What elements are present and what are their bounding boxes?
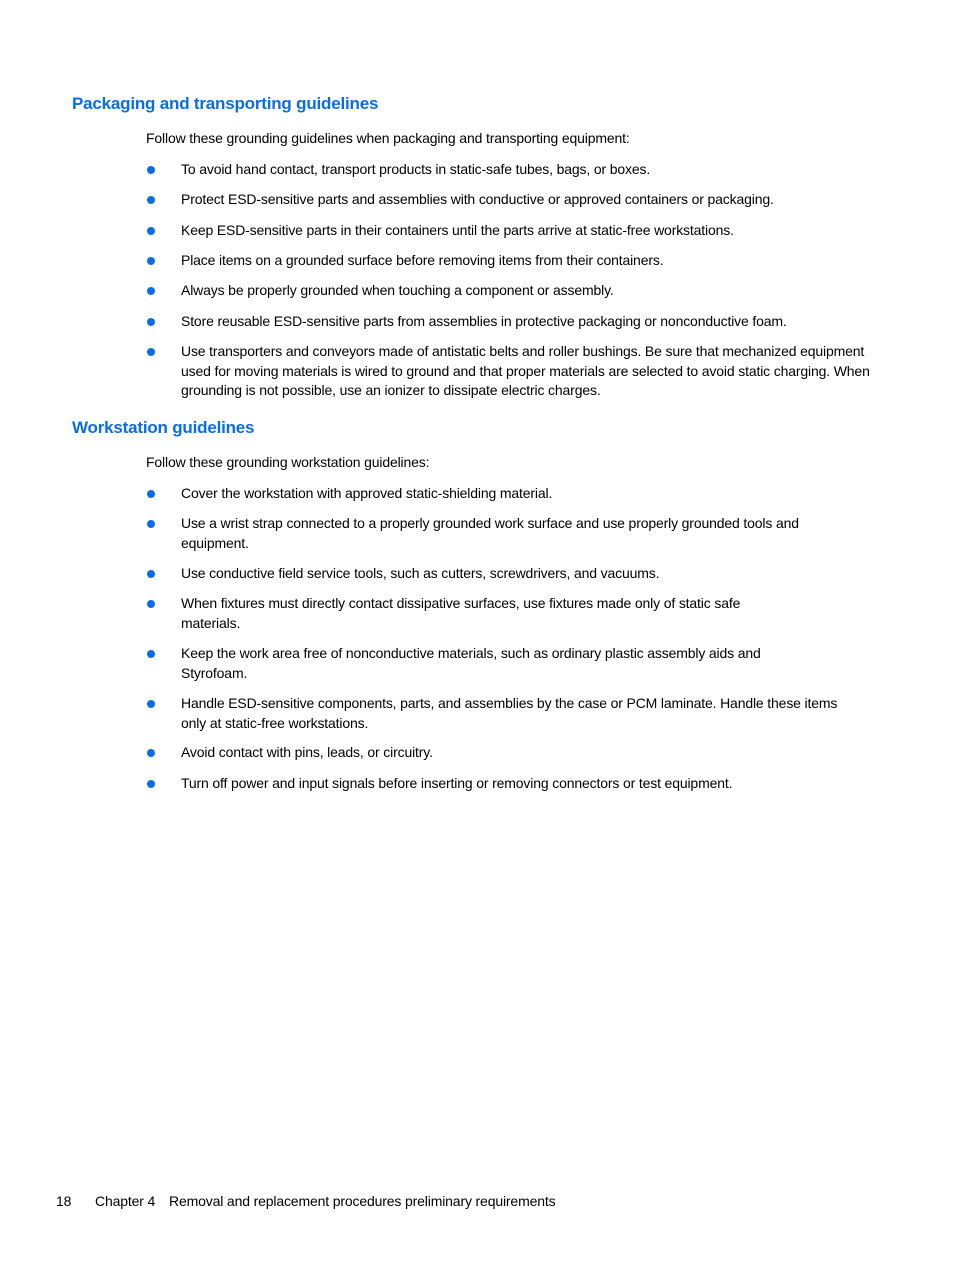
section-heading-workstation: Workstation guidelines xyxy=(72,418,255,437)
list-item-text: Use transporters and conveyors made of antistatic belts and roller bushings. Be sure that mechanized equipment used for moving materials is wired to ground and that proper materials are selected to avoid static charging. When grounding is not possible, use an ionizer to dissipate electric charges. xyxy=(181,343,870,398)
list-item-text: Always be properly grounded when touching a component or assembly. xyxy=(181,282,614,298)
footer-chapter-label: Chapter 4 xyxy=(95,1193,156,1209)
bullet-icon xyxy=(147,166,155,174)
list-item-text: When fixtures must directly contact dissipative surfaces, use fixtures made only of static safe materials. xyxy=(181,595,741,631)
bullet-icon xyxy=(147,287,155,295)
list-item-text: Avoid contact with pins, leads, or circuitry. xyxy=(181,744,433,760)
page-number: 18 xyxy=(56,1193,72,1209)
list-item-text: Protect ESD-sensitive parts and assemblies with conductive or approved containers or packaging. xyxy=(181,191,774,207)
bullet-icon xyxy=(147,520,155,528)
footer-chapter-title: Removal and replacement procedures preliminary requirements xyxy=(169,1193,556,1209)
bullet-icon xyxy=(147,700,155,708)
list-item-text: To avoid hand contact, transport products in static-safe tubes, bags, or boxes. xyxy=(181,161,651,177)
bullet-icon xyxy=(147,749,155,757)
list-item-text: Turn off power and input signals before inserting or removing connectors or test equipment. xyxy=(181,775,733,791)
bullet-icon xyxy=(147,196,155,204)
bullet-icon xyxy=(147,490,155,498)
list-item-text: Use a wrist strap connected to a properly grounded work surface and use properly grounded tools and equipment. xyxy=(181,515,799,551)
bullet-icon xyxy=(147,570,155,578)
list-item-text: Place items on a grounded surface before removing items from their containers. xyxy=(181,252,664,268)
list-item-text: Keep the work area free of nonconductive materials, such as ordinary plastic assembly aids and Styrofoam. xyxy=(181,645,761,681)
list-item-text: Handle ESD-sensitive components, parts, and assemblies by the case or PCM laminate. Handle these items only at static-free workstations. xyxy=(181,695,838,731)
section-intro-workstation: Follow these grounding workstation guidelines: xyxy=(146,454,430,470)
bullet-icon xyxy=(147,650,155,658)
bullet-icon xyxy=(147,227,155,235)
bullet-icon xyxy=(147,600,155,608)
list-item-text: Cover the workstation with approved static-shielding material. xyxy=(181,485,553,501)
list-item-text: Keep ESD-sensitive parts in their containers until the parts arrive at static-free workstations. xyxy=(181,222,734,238)
bullet-icon xyxy=(147,348,155,356)
bullet-icon xyxy=(147,318,155,326)
list-item-text: Store reusable ESD-sensitive parts from assemblies in protective packaging or nonconductive foam. xyxy=(181,313,787,329)
bullet-icon xyxy=(147,780,155,788)
bullet-icon xyxy=(147,257,155,265)
list-item-text: Use conductive field service tools, such as cutters, screwdrivers, and vacuums. xyxy=(181,565,660,581)
section-heading-packaging: Packaging and transporting guidelines xyxy=(72,94,379,113)
section-intro-packaging: Follow these grounding guidelines when packaging and transporting equipment: xyxy=(146,130,630,146)
